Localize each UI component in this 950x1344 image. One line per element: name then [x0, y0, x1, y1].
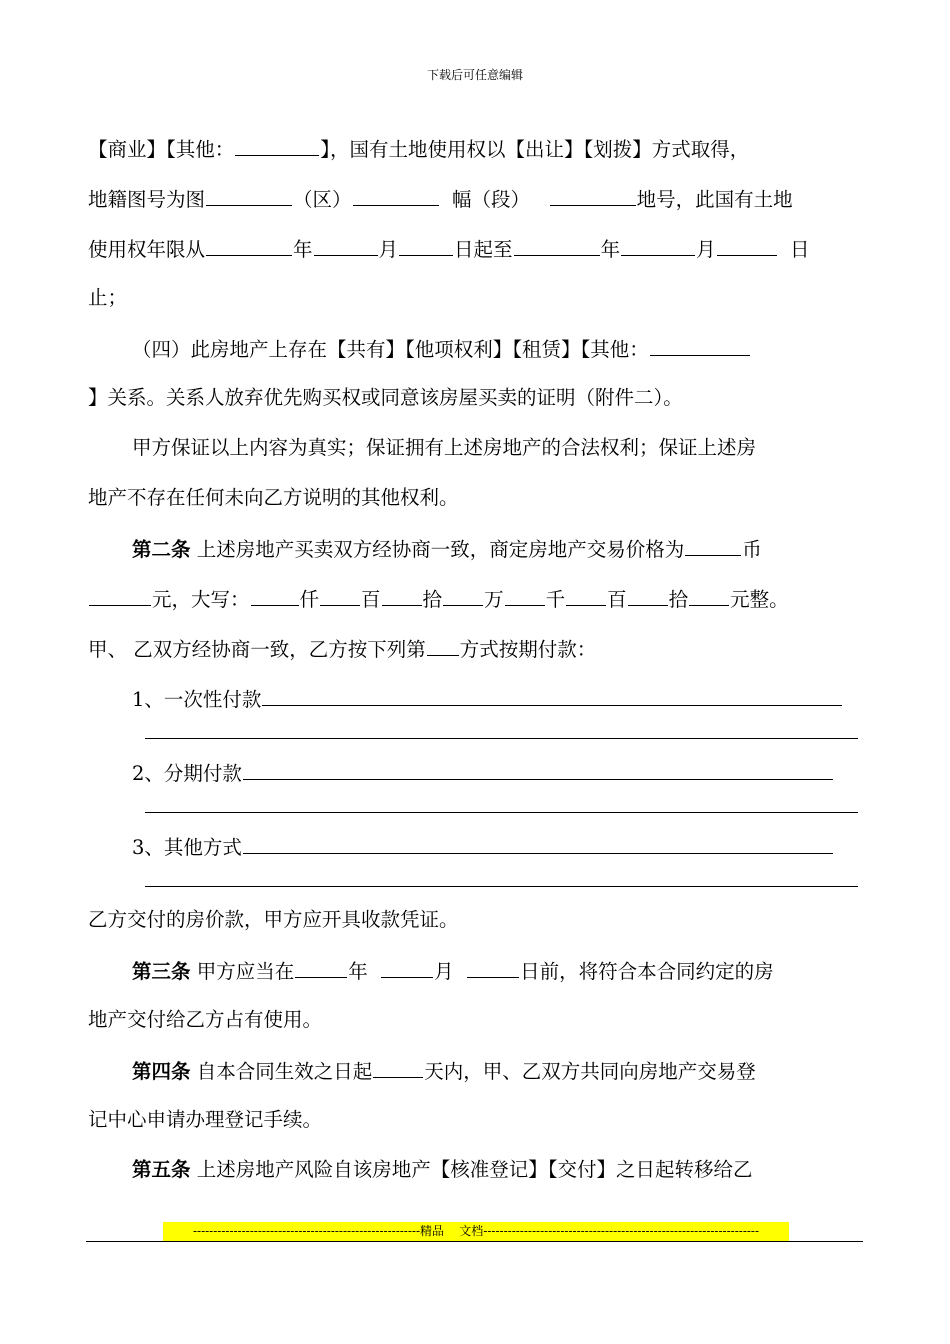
- article-5-line: 第五条 上述房地产风险自该房地产【核准登记】【交付】之日起转移给乙: [132, 1158, 753, 1181]
- article-3-line: 第三条 甲方应当在 年 月 日前，将符合本合同约定的房: [132, 955, 774, 985]
- footer-label: 文档: [459, 1224, 484, 1238]
- text-line-1: 【商业】【其他： 】，国有土地使用权以【出让】【划拨】方式取得，: [88, 133, 749, 163]
- blank-field[interactable]: [427, 633, 459, 656]
- payment-option-1: 1、一次性付款: [132, 683, 843, 713]
- blank-field[interactable]: [243, 757, 833, 780]
- text-line-3: 使用权年限从 年 月 日起至 年 月 日: [88, 233, 810, 263]
- blank-field[interactable]: [251, 583, 299, 606]
- blank-field[interactable]: [467, 955, 519, 978]
- text-line-5: （四）此房地产上存在【共有】【他项权利】【租赁】【其他：: [132, 333, 751, 363]
- blank-field[interactable]: [373, 1055, 423, 1078]
- page-footer: --------------------------------------------------------精品 文档--------------------------------------------------------------------: [163, 1222, 789, 1241]
- blank-field[interactable]: [381, 955, 433, 978]
- blank-line[interactable]: [145, 886, 858, 887]
- page-header: 下载后可任意编辑: [426, 68, 523, 82]
- blank-field[interactable]: [550, 183, 636, 206]
- blank-field[interactable]: [621, 233, 695, 256]
- blank-field[interactable]: [566, 583, 606, 606]
- text-line-4: 止；: [88, 286, 128, 309]
- blank-field[interactable]: [206, 183, 292, 206]
- text-line-11: 甲、 乙双方经协商一致，乙方按下列第 方式按期付款：: [88, 633, 596, 663]
- blank-field[interactable]: [443, 583, 483, 606]
- article-title: 第二条: [132, 538, 191, 561]
- article-2-line: 第二条 上述房地产买卖双方经协商一致，商定房地产交易价格为 币: [132, 533, 762, 563]
- article-title: 第四条: [132, 1060, 191, 1083]
- text-line-14: 地产交付给乙方占有使用。: [88, 1008, 323, 1031]
- blank-field[interactable]: [514, 233, 600, 256]
- blank-field[interactable]: [399, 233, 453, 256]
- blank-field[interactable]: [382, 583, 422, 606]
- blank-field[interactable]: [650, 333, 750, 356]
- footer-label: 精品: [420, 1224, 445, 1238]
- blank-field[interactable]: [295, 955, 347, 978]
- blank-line[interactable]: [145, 812, 858, 813]
- blank-field[interactable]: [689, 583, 729, 606]
- article-4-line: 第四条 自本合同生效之日起 天内，甲、乙双方共同向房地产交易登: [132, 1055, 756, 1085]
- blank-field[interactable]: [89, 583, 151, 606]
- payment-option-3: 3、其他方式: [132, 831, 834, 861]
- footer-rule: [86, 1241, 863, 1242]
- blank-field[interactable]: [262, 683, 842, 706]
- blank-line[interactable]: [145, 738, 858, 739]
- text-line-16: 记中心申请办理登记手续。: [88, 1108, 323, 1131]
- text-line-2: 地籍图号为图 （区） 幅（段） 地号，此国有土地: [88, 183, 793, 213]
- article-title: 第五条: [132, 1158, 191, 1181]
- text-line-10: 元，大写： 仟 百 拾 万 千 百 拾 元整。: [88, 583, 789, 613]
- payment-option-2: 2、分期付款: [132, 757, 834, 787]
- blank-field[interactable]: [353, 183, 439, 206]
- blank-field[interactable]: [717, 233, 777, 256]
- blank-field[interactable]: [235, 133, 319, 156]
- blank-field[interactable]: [505, 583, 545, 606]
- text-line-6: 】关系。关系人放弃优先购买权或同意该房屋买卖的证明（附件二）。: [88, 386, 683, 409]
- text-line-7: 甲方保证以上内容为真实；保证拥有上述房地产的合法权利；保证上述房: [132, 436, 757, 459]
- text-line-8: 地产不存在任何未向乙方说明的其他权利。: [88, 486, 459, 509]
- blank-field[interactable]: [243, 831, 833, 854]
- text-line-12: 乙方交付的房价款，甲方应开具收款凭证。: [88, 908, 459, 931]
- blank-field[interactable]: [685, 533, 741, 556]
- blank-field[interactable]: [206, 233, 292, 256]
- article-title: 第三条: [132, 960, 191, 983]
- blank-field[interactable]: [314, 233, 378, 256]
- blank-field[interactable]: [320, 583, 360, 606]
- blank-field[interactable]: [628, 583, 668, 606]
